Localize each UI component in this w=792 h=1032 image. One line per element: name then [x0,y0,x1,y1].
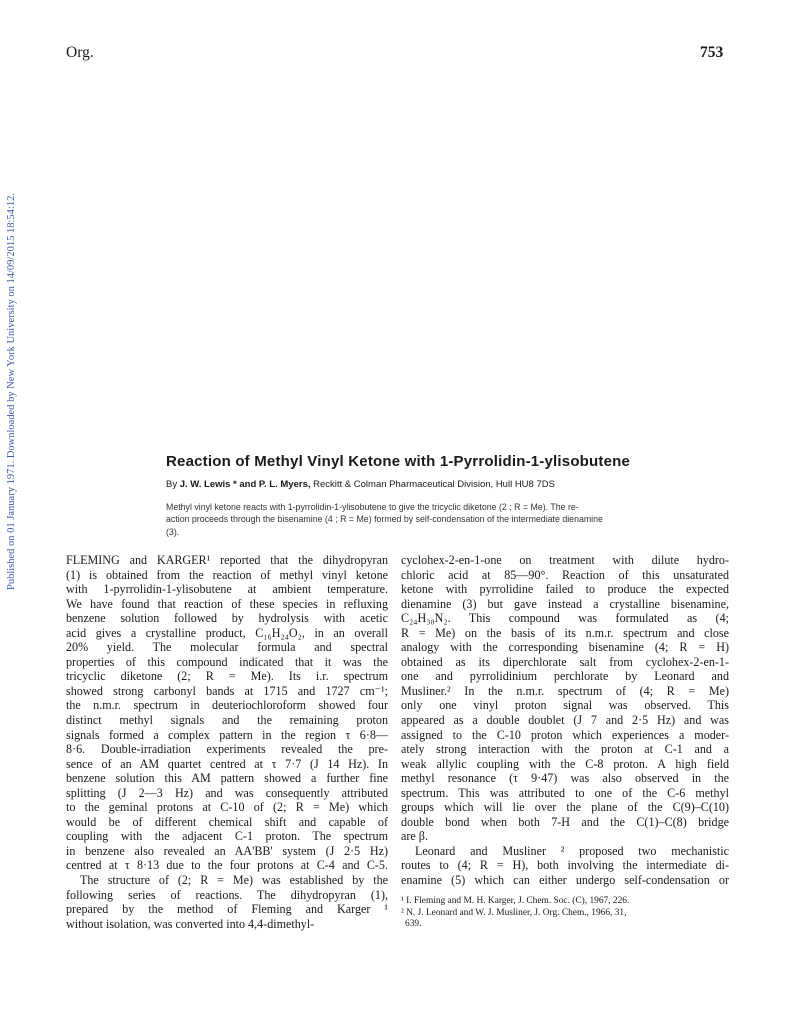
abstract [166,501,732,538]
text-line: in benzene also revealed an AA'BB' system (J 2·5 Hz) [66,843,388,858]
text-line: spectrum. This was attributed to one of the C-6 methyl [401,785,729,800]
text-line: (1) is obtained from the reaction of methyl vinyl ketone [66,567,388,582]
download-watermark[interactable]: Published on 01 January 1971. Downloaded by New York University on 14/09/2015 18:54:12. [6,193,17,590]
text-line: FLEMING and KARGER¹ reported that the dihydropyran [66,553,388,567]
abstract-line: action proceeds through the bisenamine (4 ; R = Me) formed by self-condensation of the intermediate dienamine [166,514,603,525]
article-title: Reaction of Methyl Vinyl Ketone with 1-Pyrrolidin-1-ylisobutene [166,453,631,470]
byline [166,479,746,490]
text-line: only one vinyl proton signal was observed. This [401,698,729,713]
text-line: obtained as its diperchlorate salt from cyclohex-2-en-1- [401,654,729,669]
text-line: Leonard and Musliner ² proposed two mechanistic [415,843,729,858]
text-line: the n.m.r. spectrum in deuteriochloroform showed four [66,698,388,713]
abstract-line: (3). [166,526,180,537]
text-line: sence of an AM quartet centred at τ 7·7 (J 14 Hz). In [66,756,388,771]
text-line: would be of different chemical shift and capable of [66,814,388,829]
text-line: We have found that reaction of these species in refluxing [66,596,388,611]
text-line: tricyclic diketone (2; R = Me). Its i.r. spectrum [66,669,388,684]
abstract-line: Methyl vinyl ketone reacts with 1-pyrrolidin-1-ylisobutene to give the tricyclic diketone (2 ; R = Me). The re- [166,502,579,512]
text-line: 8·6. Double-irradiation experiments revealed the pre- [66,742,388,757]
text-line: with 1-pyrrolidin-1-ylisobutene at ambient temperature. [66,582,388,597]
body-column-left [66,553,388,931]
footnote-1: ¹ I. Fleming and M. H. Karger, J. Chem. Soc. (C), 1967, 226. [401,896,630,906]
text-line: C₂₄H₃₈N₂. This compound was formulated as (4; [401,611,729,626]
text-line: weak allylic coupling with the C-8 proton. A high field [401,756,729,771]
text-line: routes to (4; R = H), both involving the intermediate di- [401,858,729,873]
text-line: following series of reactions. The dihydropyran (1), [66,887,388,902]
text-line: methyl resonance (τ 9·47) was also observed in the [401,771,729,786]
text-line: to the geminal protons at C-10 of (2; R = Me) which [66,800,388,815]
text-line: chloric acid at 85—90°. Reaction of this unsaturated [401,567,729,582]
text-line: ketone with pyrrolidine failed to produce the expected [401,582,729,597]
text-line: R = Me) on the basis of its n.m.r. spectrum and close [401,625,729,640]
text-line: one and pyrrolidinium perchlorate by Leonard and [401,669,729,684]
text-line: 20% yield. The molecular formula and spectral [66,640,388,655]
text-line: without isolation, was converted into 4,4-dimethyl- [66,916,315,931]
text-line: benzene solution followed by hydrolysis with acetic [66,611,388,626]
running-header-journal: Org. [66,44,94,61]
text-line: dienamine (3) but gave instead a crystalline bisenamine, [401,596,729,611]
text-line: properties of this compound indicated that it was the [66,654,388,669]
text-line: The structure of (2; R = Me) was established by the [80,873,388,888]
text-line: ately strong interaction with the proton at C-1 and a [401,742,729,757]
text-line: enamine (5) which can either undergo self-condensation or [401,873,729,888]
footnotes [401,896,729,931]
footnote-2: ² N. J. Leonard and W. J. Musliner, J. Org. Chem., 1966, 31, [401,907,627,918]
byline-affiliation: Reckitt & Colman Pharmaceutical Division, Hull HU8 7DS [310,479,555,490]
text-line: benzene solution this AM pattern showed a further fine [66,771,388,786]
text-line: prepared by the method of Fleming and Karger ¹ [66,902,388,917]
text-line: double bond when both 7-H and the C(1)–C(8) bridge [401,814,729,829]
byline-prefix: By [166,479,180,490]
text-line: coupling with the adjacent C-1 proton. The spectrum [66,829,388,844]
body-column-right [401,553,729,888]
text-line: cyclohex-2-en-1-one on treatment with dilute hydro- [401,553,729,567]
text-line: distinct methyl signals and the remaining proton [66,713,388,728]
text-line: showed strong carbonyl bands at 1715 and 1727 cm⁻¹; [66,683,388,698]
text-line: acid gives a crystalline product, C₁₆H₂₄O₂, in an overall [66,625,388,640]
text-line: splitting (J 2—3 Hz) and was consequently attributed [66,785,388,800]
page-number: 753 [700,44,724,61]
text-line: are β. [401,829,428,844]
byline-authors: J. W. Lewis * and P. L. Myers, [179,479,311,490]
text-line: analogy with the corresponding bisenamine (4; R = H) [401,640,729,655]
text-line: assigned to the C-10 proton which experiences a moder- [401,727,729,742]
text-line: Musliner.² In the n.m.r. spectrum of (4; R = Me) [401,683,729,698]
text-line: signals formed a complex pattern in the region τ 6·8— [66,727,388,742]
text-line: appeared as a double doublet (J 7 and 2·5 Hz) and was [401,713,729,728]
text-line: centred at τ 8·13 due to the four protons at C-4 and C-5. [66,858,388,873]
footnote-2-cont: 639. [405,919,422,930]
text-line: groups which will lie over the plane of the C(9)–C(10) [401,800,729,815]
